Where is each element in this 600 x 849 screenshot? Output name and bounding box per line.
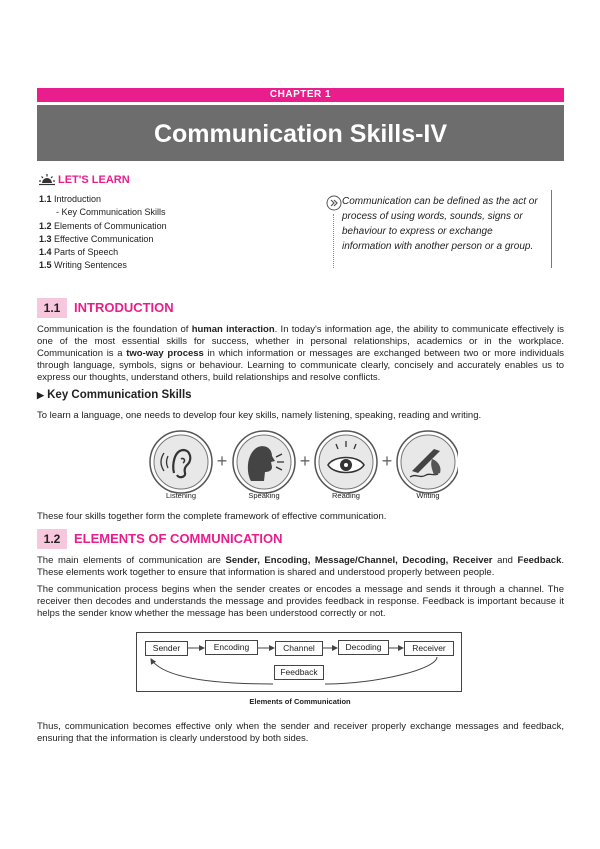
skill-label-speaking: Speaking [248, 491, 280, 500]
definition-divider [551, 190, 552, 268]
skill-label-reading: Reading [332, 491, 360, 500]
key-skills-heading: ▶ Key Communication Skills [37, 389, 192, 401]
speaking-icon [233, 431, 295, 493]
skills-summary: These four skills together form the complete framework of effective communication. [37, 511, 387, 522]
listening-icon [150, 431, 212, 493]
triangle-bullet-icon: ▶ [37, 390, 44, 400]
elements-paragraph: The main elements of communication are Sender, Encoding, Message/Channel, Decoding, Receiver and Feedback. These elements work together to ensure that information is shared and understood properly between people. [37, 555, 564, 578]
list-item: 1.4 Parts of Speech [39, 247, 119, 258]
skill-label-listening: Listening [165, 491, 197, 500]
page-title: Communication Skills-IV [37, 105, 564, 161]
definition-text: Communication can be defined as the act or process of using words, sounds, signs or behaviour to express or exchange information with another person or a group. [342, 196, 538, 252]
node-decoding: Decoding [338, 640, 389, 655]
reading-eye-icon [315, 431, 377, 493]
skill-label-writing: Writing [416, 491, 440, 500]
list-item: 1.1 Introduction [39, 194, 102, 204]
writing-icon [397, 431, 458, 493]
chevron-circle-icon [326, 195, 342, 211]
svg-text:+: + [299, 451, 311, 471]
section-title: ELEMENTS OF COMMUNICATION [74, 531, 283, 546]
diagram-caption: Elements of Communication [249, 697, 351, 706]
list-item: 1.3 Effective Communication [39, 233, 154, 244]
node-sender: Sender [145, 641, 188, 656]
node-encoding: Encoding [205, 640, 258, 655]
intro-paragraph: Communication is the foundation of human interaction. In today's information age, the ability to communicate effectively is one of the most essential skills for success, whether in personal relationships, academics or in the workplace. Communication is a two-way process in which information or messages are exchanged between two or more individuals through language, symbols, signs or behaviour. Learning to communicate clearly, concisely and accurately enables us to express our thoughts, understand others, build relationships and resolve conflicts. [37, 324, 564, 383]
node-channel: Channel [275, 641, 323, 656]
learn-list [39, 193, 167, 273]
lets-learn-label: LET'S LEARN [58, 174, 130, 186]
dotted-connector [333, 214, 334, 268]
sunrise-icon [39, 174, 55, 186]
section-title: INTRODUCTION [74, 300, 174, 315]
section-number: 1.1 [37, 298, 67, 318]
lets-learn-heading [39, 174, 130, 186]
svg-text:+: + [381, 451, 393, 471]
communication-diagram [136, 632, 462, 692]
list-item: - Key Communication Skills [56, 207, 166, 218]
node-receiver: Receiver [404, 641, 454, 656]
node-feedback: Feedback [274, 665, 324, 680]
section-number: 1.2 [37, 529, 67, 549]
chapter-label: CHAPTER 1 [37, 88, 564, 102]
list-item: 1.5 Writing Sentences [39, 260, 127, 271]
skills-paragraph: To learn a language, one needs to develop four key skills, namely listening, speaking, reading and writing. [37, 410, 482, 421]
list-item: 1.2 Elements of Communication [39, 220, 167, 231]
process-paragraph: The communication process begins when the sender creates or encodes a message and sends it through a channel. The receiver then decodes and understands the message and provides feedback in response. Feedback is important because it helps the sender know whether the message has been understood correctly or not. [37, 584, 564, 619]
conclusion-paragraph: Thus, communication becomes effective only when the sender and receiver properly exchange messages and feedback, ensuring that the information is clearly understood by both sides. [37, 721, 564, 744]
svg-text:+: + [216, 451, 228, 471]
